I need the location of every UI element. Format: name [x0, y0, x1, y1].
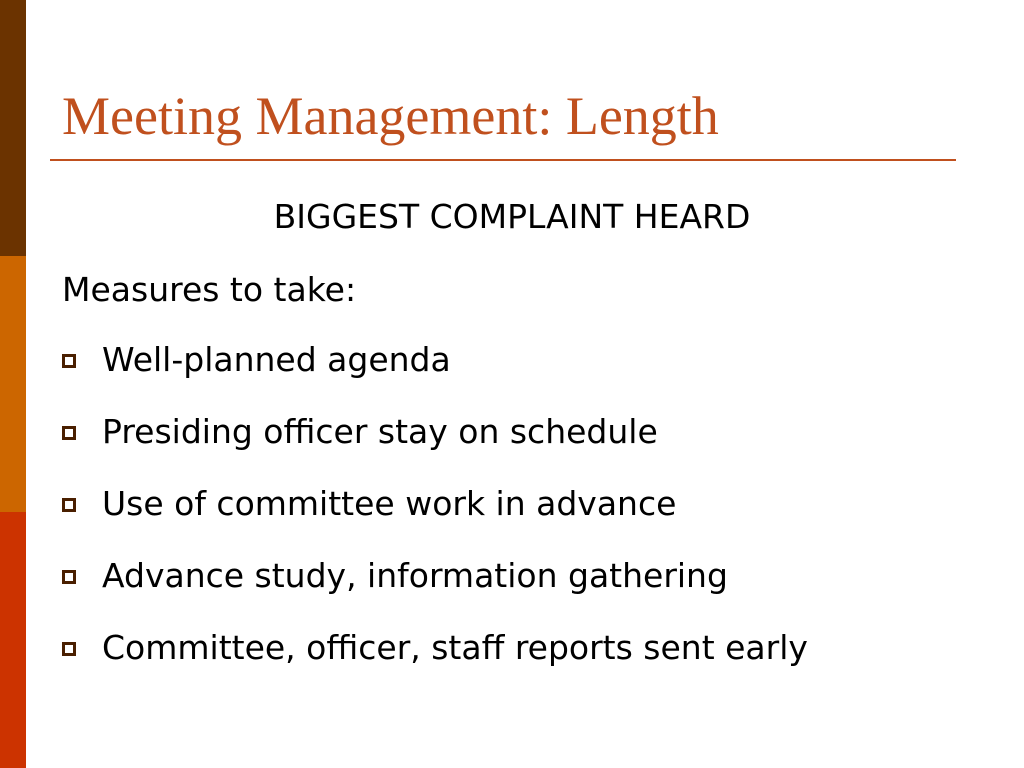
- bullet-item: [62, 480, 808, 552]
- bullet-text: Use of committee work in advance: [102, 484, 677, 523]
- square-bullet-icon: [62, 642, 76, 656]
- side-accent-bar-middle: [0, 256, 26, 512]
- bullet-text: Committee, officer, staff reports sent early: [102, 628, 808, 667]
- side-accent-bar-top: [0, 0, 26, 256]
- bullet-item: [62, 624, 808, 696]
- title-underline: [50, 159, 956, 161]
- square-bullet-icon: [62, 354, 76, 368]
- side-accent-bar-bottom: [0, 512, 26, 768]
- bullet-item: [62, 336, 808, 408]
- bullet-item: [62, 552, 808, 624]
- slide-title: Meeting Management: Length: [62, 86, 719, 146]
- slide-subtitle: BIGGEST COMPLAINT HEARD: [273, 197, 751, 236]
- bullet-text: Advance study, information gathering: [102, 556, 728, 595]
- bullet-text: Well-planned agenda: [102, 340, 451, 379]
- bullet-item: [62, 408, 808, 480]
- lead-text: Measures to take:: [62, 270, 357, 309]
- square-bullet-icon: [62, 498, 76, 512]
- square-bullet-icon: [62, 570, 76, 584]
- bullet-list: [62, 336, 808, 696]
- bullet-text: Presiding officer stay on schedule: [102, 412, 658, 451]
- square-bullet-icon: [62, 426, 76, 440]
